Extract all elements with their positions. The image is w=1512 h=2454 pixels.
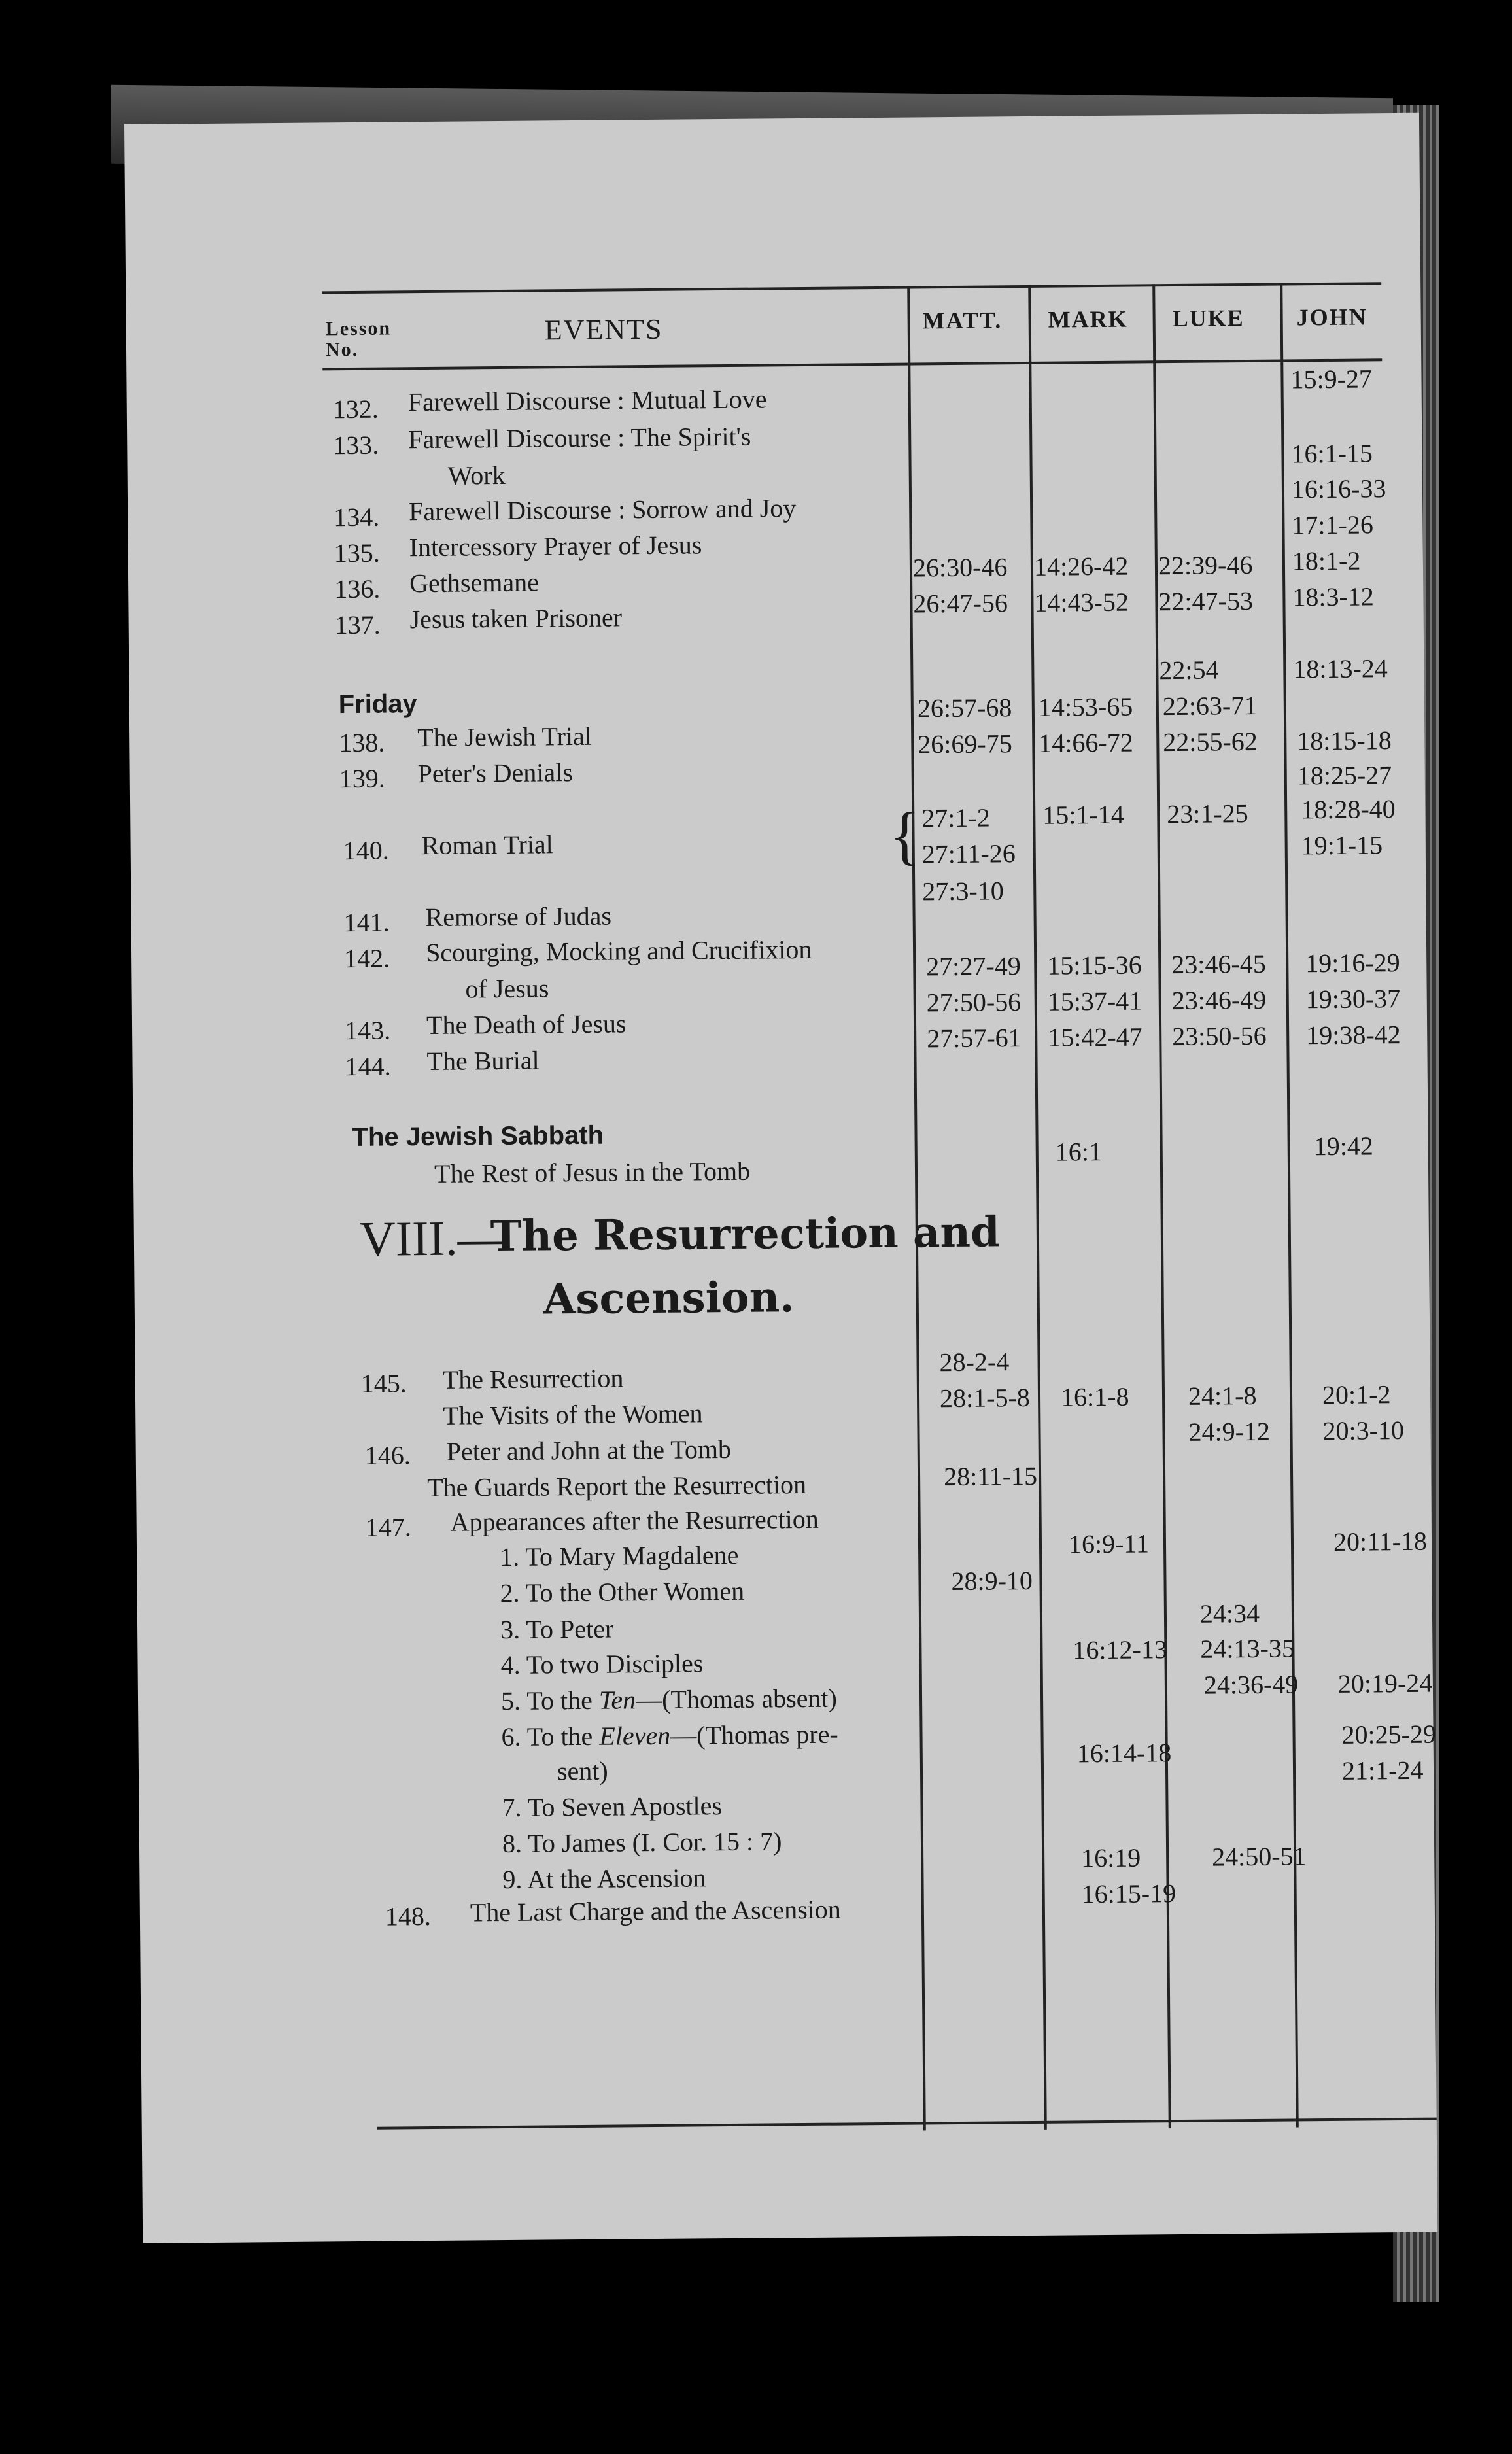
lesson-number: 135.: [334, 538, 380, 568]
matt-ref: 27:57-61: [927, 1023, 1022, 1054]
event-text: Farewell Discourse : The Spirit's: [408, 421, 751, 455]
john-ref: 18:3-12: [1292, 581, 1375, 612]
john-ref: 19:16-29: [1305, 948, 1400, 978]
lesson-number: 132.: [332, 394, 379, 424]
luke-ref: 22:63-71: [1162, 690, 1258, 721]
luke-ref: 22:55-62: [1163, 726, 1258, 757]
section-heading-friday: Friday: [338, 689, 417, 719]
event-text: The Rest of Jesus in the Tomb: [434, 1156, 751, 1188]
luke-ref: 24:13-35: [1200, 1633, 1296, 1664]
event-text: 7. To Seven Apostles: [502, 1791, 723, 1823]
lesson-number: 140.: [343, 835, 389, 866]
event-text: The Resurrection: [442, 1363, 624, 1394]
john-ref: 18:28-40: [1301, 794, 1396, 825]
header-rule: [322, 358, 1382, 370]
event-text-cont: sent): [557, 1755, 608, 1786]
matt-ref: 26:30-46: [912, 552, 1008, 583]
event-text: The Jewish Trial: [417, 721, 593, 753]
matt-ref: 27:3-10: [922, 876, 1004, 907]
event-text: Intercessory Prayer of Jesus: [409, 530, 702, 562]
lesson-no-header: Lesson No.: [325, 317, 392, 361]
john-ref: 16:16-33: [1291, 474, 1386, 504]
john-ref: 15:9-27: [1290, 364, 1373, 394]
mark-ref: 16:12-13: [1073, 1634, 1168, 1665]
luke-ref: 22:39-46: [1158, 549, 1253, 581]
matt-ref: 27:50-56: [926, 987, 1022, 1018]
mark-ref: 16:14-18: [1076, 1738, 1172, 1769]
john-ref: 21:1-24: [1341, 1755, 1424, 1786]
luke-ref: 22:54: [1159, 655, 1219, 685]
mark-ref: 14:43-52: [1034, 587, 1129, 617]
john-ref: 16:1-15: [1291, 438, 1373, 469]
section-heading-sabbath: The Jewish Sabbath: [352, 1120, 604, 1152]
mark-ref: 16:1: [1055, 1137, 1103, 1167]
event-text-part: 5. To the: [500, 1685, 600, 1716]
matt-ref: 26:57-68: [917, 693, 1012, 723]
event-text: Scourging, Mocking and Crucifixion: [425, 934, 812, 968]
event-text: Peter's Denials: [417, 757, 574, 789]
matt-ref: 27:1-2: [921, 803, 990, 833]
mark-ref: 15:37-41: [1047, 986, 1143, 1016]
lesson-number: 148.: [385, 1901, 432, 1931]
john-ref: 20:19-24: [1337, 1668, 1433, 1699]
event-text-part: —(Thomas absent): [635, 1683, 838, 1715]
lesson-number: 134.: [334, 502, 380, 532]
john-ref: 20:1-2: [1322, 1379, 1391, 1410]
event-text: Gethsemane: [409, 567, 540, 598]
event-text: [501, 1719, 838, 1752]
john-ref: 20:3-10: [1322, 1415, 1405, 1446]
john-header: JOHN: [1296, 303, 1367, 331]
luke-ref: 23:46-45: [1171, 948, 1266, 980]
part-roman-numeral: VIII.—: [359, 1210, 508, 1267]
lesson-number: 142.: [343, 943, 390, 974]
matt-ref: 28:9-10: [951, 1565, 1033, 1597]
lesson-number: 133.: [333, 430, 379, 460]
luke-ref: 23:50-56: [1172, 1020, 1267, 1052]
event-text: [501, 1683, 837, 1716]
matt-ref: 26:69-75: [918, 729, 1012, 759]
event-text: 1. To Mary Magdalene: [499, 1540, 739, 1572]
mark-ref: 14:53-65: [1038, 691, 1133, 722]
mark-ref: 16:9-11: [1068, 1529, 1150, 1559]
event-text-italic: Eleven: [599, 1720, 671, 1751]
luke-ref: 24:50-51: [1211, 1841, 1307, 1872]
part-title-line1: The Resurrection and: [490, 1207, 1001, 1262]
event-text-cont: Work: [447, 460, 506, 491]
john-ref: 20:11-18: [1333, 1526, 1428, 1557]
lesson-number: 144.: [345, 1051, 391, 1082]
event-text: 4. To two Disciples: [500, 1648, 704, 1680]
luke-ref: 24:1-8: [1188, 1380, 1257, 1411]
brace-glyph: {: [889, 799, 921, 872]
matt-ref: 28:1-5-8: [939, 1382, 1031, 1413]
event-text: The Last Charge and the Ascension: [470, 1894, 841, 1927]
lesson-number: 137.: [334, 610, 381, 640]
john-ref: 19:1-15: [1301, 830, 1383, 861]
mark-ref: 14:66-72: [1039, 727, 1133, 758]
event-text: The Burial: [426, 1045, 540, 1077]
event-text: The Guards Report the Resurrection: [427, 1469, 807, 1503]
event-text: 2. To the Other Women: [500, 1576, 745, 1608]
john-ref: 19:42: [1313, 1131, 1374, 1162]
john-ref: 19:38-42: [1306, 1020, 1401, 1050]
book-page: [124, 113, 1437, 2243]
event-text: The Visits of the Women: [443, 1398, 703, 1430]
matt-ref: 28:11-15: [943, 1460, 1038, 1492]
luke-ref: 23:46-49: [1171, 984, 1267, 1016]
event-text-part: —(Thomas pre-: [670, 1719, 838, 1750]
mark-ref: 16:19: [1080, 1842, 1141, 1873]
event-text: Farewell Discourse : Sorrow and Joy: [408, 493, 797, 527]
luke-ref: 22:47-53: [1158, 585, 1254, 617]
john-ref: 17:1-26: [1292, 510, 1374, 540]
mark-ref: 15:42-47: [1048, 1022, 1143, 1052]
matt-ref: 26:47-56: [913, 588, 1008, 619]
matt-ref: 27:27-49: [926, 951, 1021, 982]
event-text-italic: Ten: [598, 1685, 636, 1715]
matt-header: MATT.: [922, 307, 1003, 334]
john-ref: 18:15-18: [1297, 725, 1392, 756]
lesson-number: 136.: [334, 574, 381, 604]
mark-header: MARK: [1048, 305, 1128, 333]
john-ref: 19:30-37: [1305, 984, 1401, 1014]
table-top-rule: [322, 282, 1381, 294]
lesson-number: 139.: [339, 763, 385, 794]
table-bottom-rule: [377, 2118, 1437, 2130]
john-ref: 20:25-29: [1341, 1719, 1437, 1750]
matt-ref: 27:11-26: [921, 838, 1016, 869]
luke-ref: 24:34: [1199, 1598, 1260, 1629]
mark-ref: 15:1-14: [1042, 799, 1124, 830]
lesson-number: 147.: [365, 1512, 411, 1542]
event-text: 3. To Peter: [500, 1614, 614, 1645]
john-ref: 18:1-2: [1292, 545, 1361, 576]
lesson-number: 141.: [343, 907, 390, 938]
luke-ref: 23:1-25: [1167, 799, 1248, 829]
lesson-number: 143.: [344, 1015, 391, 1046]
mark-ref: 15:15-36: [1047, 950, 1142, 980]
luke-ref: 24:9-12: [1188, 1416, 1271, 1447]
mark-ref: 14:26-42: [1033, 551, 1129, 581]
part-title-line2: Ascension.: [543, 1273, 795, 1324]
lesson-number: 138.: [339, 727, 385, 758]
lesson-number: 146.: [364, 1440, 411, 1470]
event-text: 8. To James (I. Cor. 15 : 7): [502, 1826, 782, 1859]
event-text: Appearances after the Resurrection: [450, 1504, 819, 1537]
event-text: Peter and John at the Tomb: [446, 1434, 732, 1466]
lesson-number: 145.: [360, 1368, 407, 1398]
event-text: 9. At the Ascension: [502, 1863, 706, 1895]
events-header: EVENTS: [544, 313, 663, 347]
luke-ref: 24:36-49: [1203, 1669, 1299, 1700]
event-text-part: 6. To the: [501, 1721, 600, 1752]
event-text: Remorse of Judas: [425, 901, 612, 933]
event-text: The Death of Jesus: [426, 1009, 627, 1041]
john-ref: 18:13-24: [1293, 653, 1388, 684]
matt-ref: 28-2-4: [939, 1347, 1010, 1377]
mark-ref: 16:1-8: [1060, 1381, 1129, 1412]
event-text: Jesus taken Prisoner: [409, 602, 623, 634]
event-text: Roman Trial: [421, 829, 553, 861]
event-text: Farewell Discourse : Mutual Love: [407, 384, 767, 417]
mark-ref: 16:15-19: [1081, 1878, 1177, 1909]
event-text-cont: of Jesus: [465, 973, 549, 1004]
luke-header: LUKE: [1172, 305, 1245, 332]
john-ref: 18:25-27: [1297, 760, 1392, 791]
